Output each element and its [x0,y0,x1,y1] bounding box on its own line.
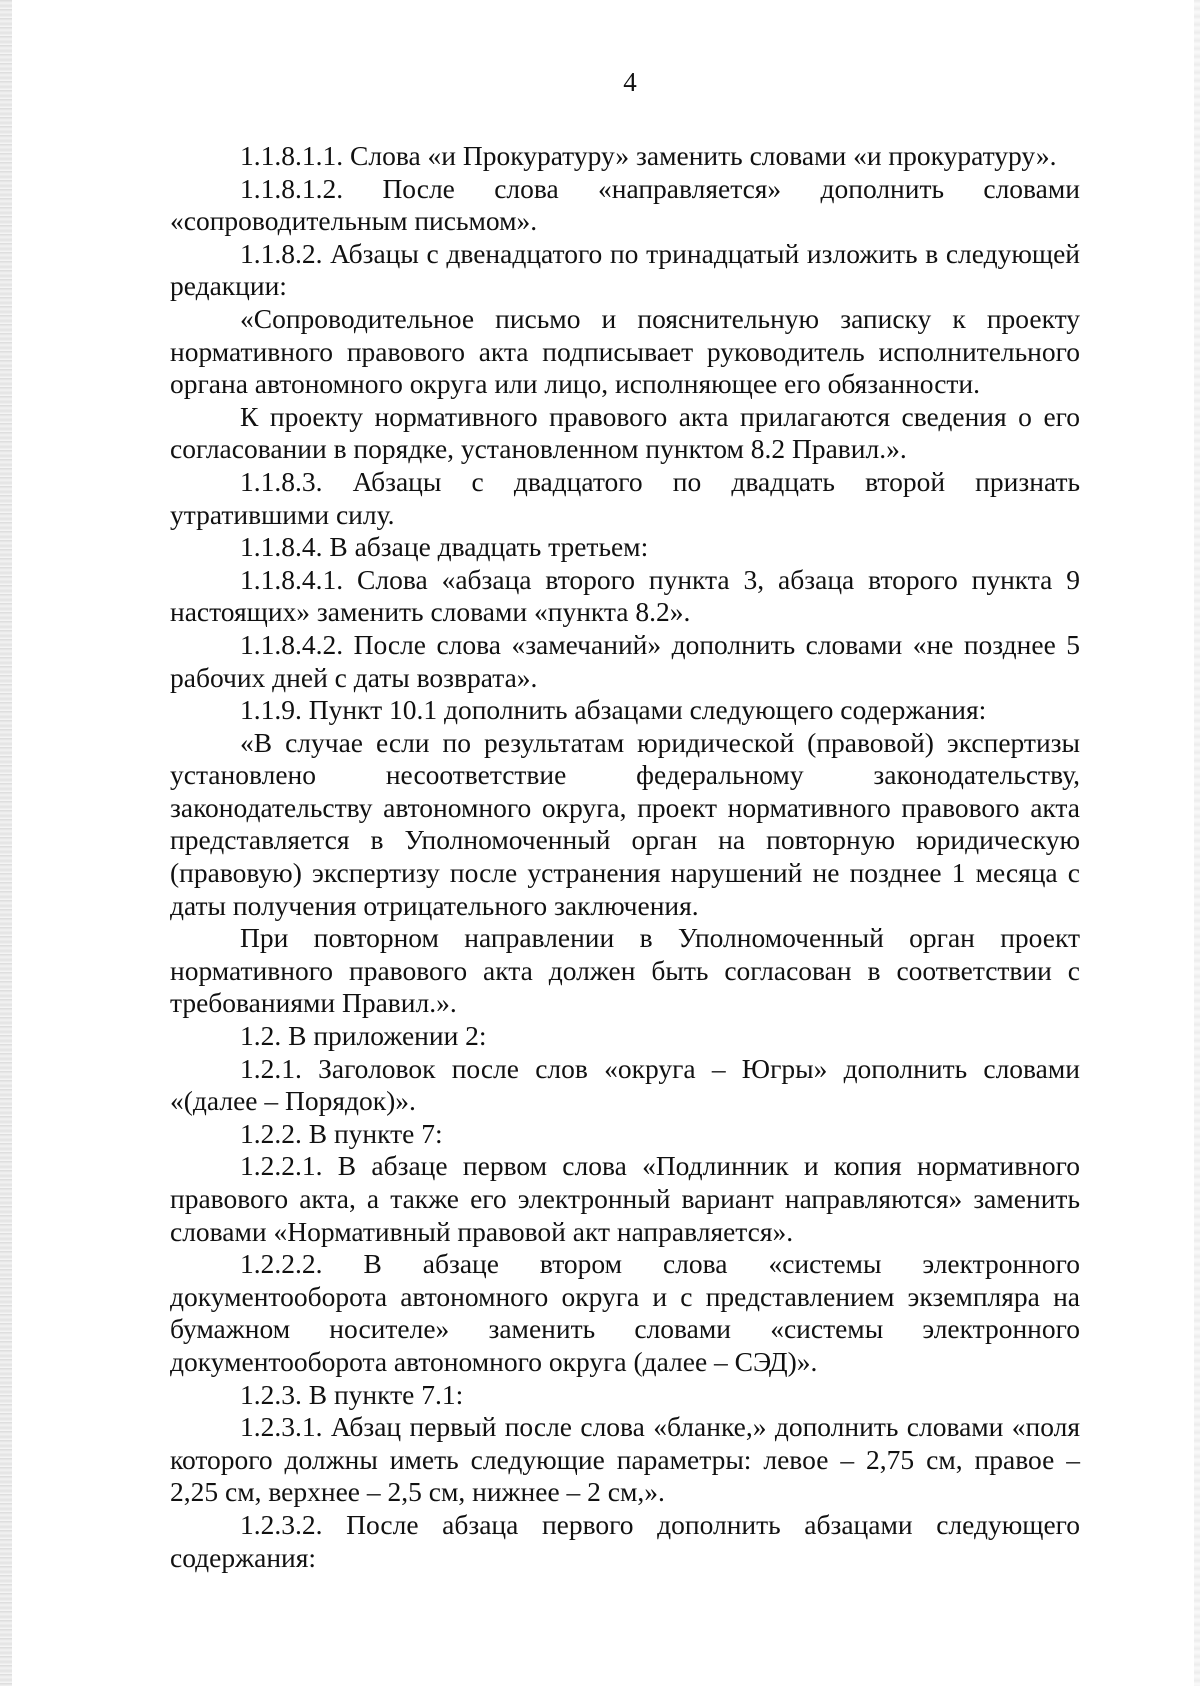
paragraph: «В случае если по результатам юридической (правовой) экспертизы установлено несоответствие федеральному законодательству, законодательству автономного округа, проект нормативного правового акта представляется в Уполномоченный орган на повторную юридическую (правовую) экспертизу после устранения нарушений не позднее 1 месяца с даты получения отрицательного заключения. [170,726,1080,921]
paragraph: 1.2.2. В пункте 7: [240,1117,443,1149]
paragraph: 1.2. В приложении 2: [240,1020,487,1052]
paragraph: 1.1.8.4.1. Слова «абзаца второго пункта 3, абзаца второго пункта 9 настоящих» заменить словами «пункта 8.2». [170,563,1080,628]
paragraph: 1.1.8.2. Абзацы с двенадцатого по тринадцатый изложить в следующей редакции: [170,237,1080,302]
paragraph: 1.1.8.4.2. После слова «замечаний» дополнить словами «не позднее 5 рабочих дней с даты возврата». [170,628,1080,693]
paragraph: 1.2.3.2. После абзаца первого дополнить абзацами следующего содержания: [170,1508,1080,1573]
paragraph: «Сопроводительное письмо и пояснительную записку к проекту нормативного правового акта подписывает руководитель исполнительного органа автономного округа или лицо, исполняющее его обязанности. [170,302,1080,400]
paragraph: 1.2.2.1. В абзаце первом слова «Подлинник и копия нормативного правового акта, а также его электронный вариант направляются» заменить словами «Нормативный правовой акт направляется». [170,1150,1080,1247]
page-number: 4 [623,67,637,97]
paragraph: 1.2.3. В пункте 7.1: [240,1378,464,1410]
paragraph: 1.1.8.1.2. После слова «направляется» дополнить словами «сопроводительным письмом». [170,172,1080,237]
paragraph: 1.1.8.4. В абзаце двадцать третьем: [240,531,649,563]
paragraph: При повторном направлении в Уполномоченный орган проект нормативного правового акта должен быть согласован в соответствии с требованиями Правил.». [170,922,1080,1019]
paragraph: 1.1.8.3. Абзацы с двадцатого по двадцать второй признать утратившими силу. [170,465,1080,530]
paragraph: 1.1.9. Пункт 10.1 дополнить абзацами следующего содержания: [240,694,987,726]
paragraph: 1.1.8.1.1. Слова «и Прокуратуру» заменить словами «и прокуратуру». [240,140,1057,171]
paragraph: К проекту нормативного правового акта прилагаются сведения о его согласовании в порядке, установленном пунктом 8.2 Правил.». [170,400,1080,465]
scan-left-edge [0,0,12,1686]
scan-right-edge [1194,0,1200,1686]
paragraph: 1.2.2.2. В абзаце втором слова «системы электронного документооборота автономного округа и с представлением экземпляра на бумажном носителе» заменить словами «системы электронного документооборота автономного округа (далее – СЭД)». [170,1248,1080,1377]
document-body [170,140,1080,1574]
paragraph: 1.2.1. Заголовок после слов «округа – Югры» дополнить словами «(далее – Порядок)». [170,1052,1080,1117]
paragraph: 1.2.3.1. Абзац первый после слова «бланке,» дополнить словами «поля которого должны иметь следующие параметры: левое – 2,75 см, правое – 2,25 см, верхнее – 2,5 см, нижнее – 2 см,». [170,1411,1080,1508]
